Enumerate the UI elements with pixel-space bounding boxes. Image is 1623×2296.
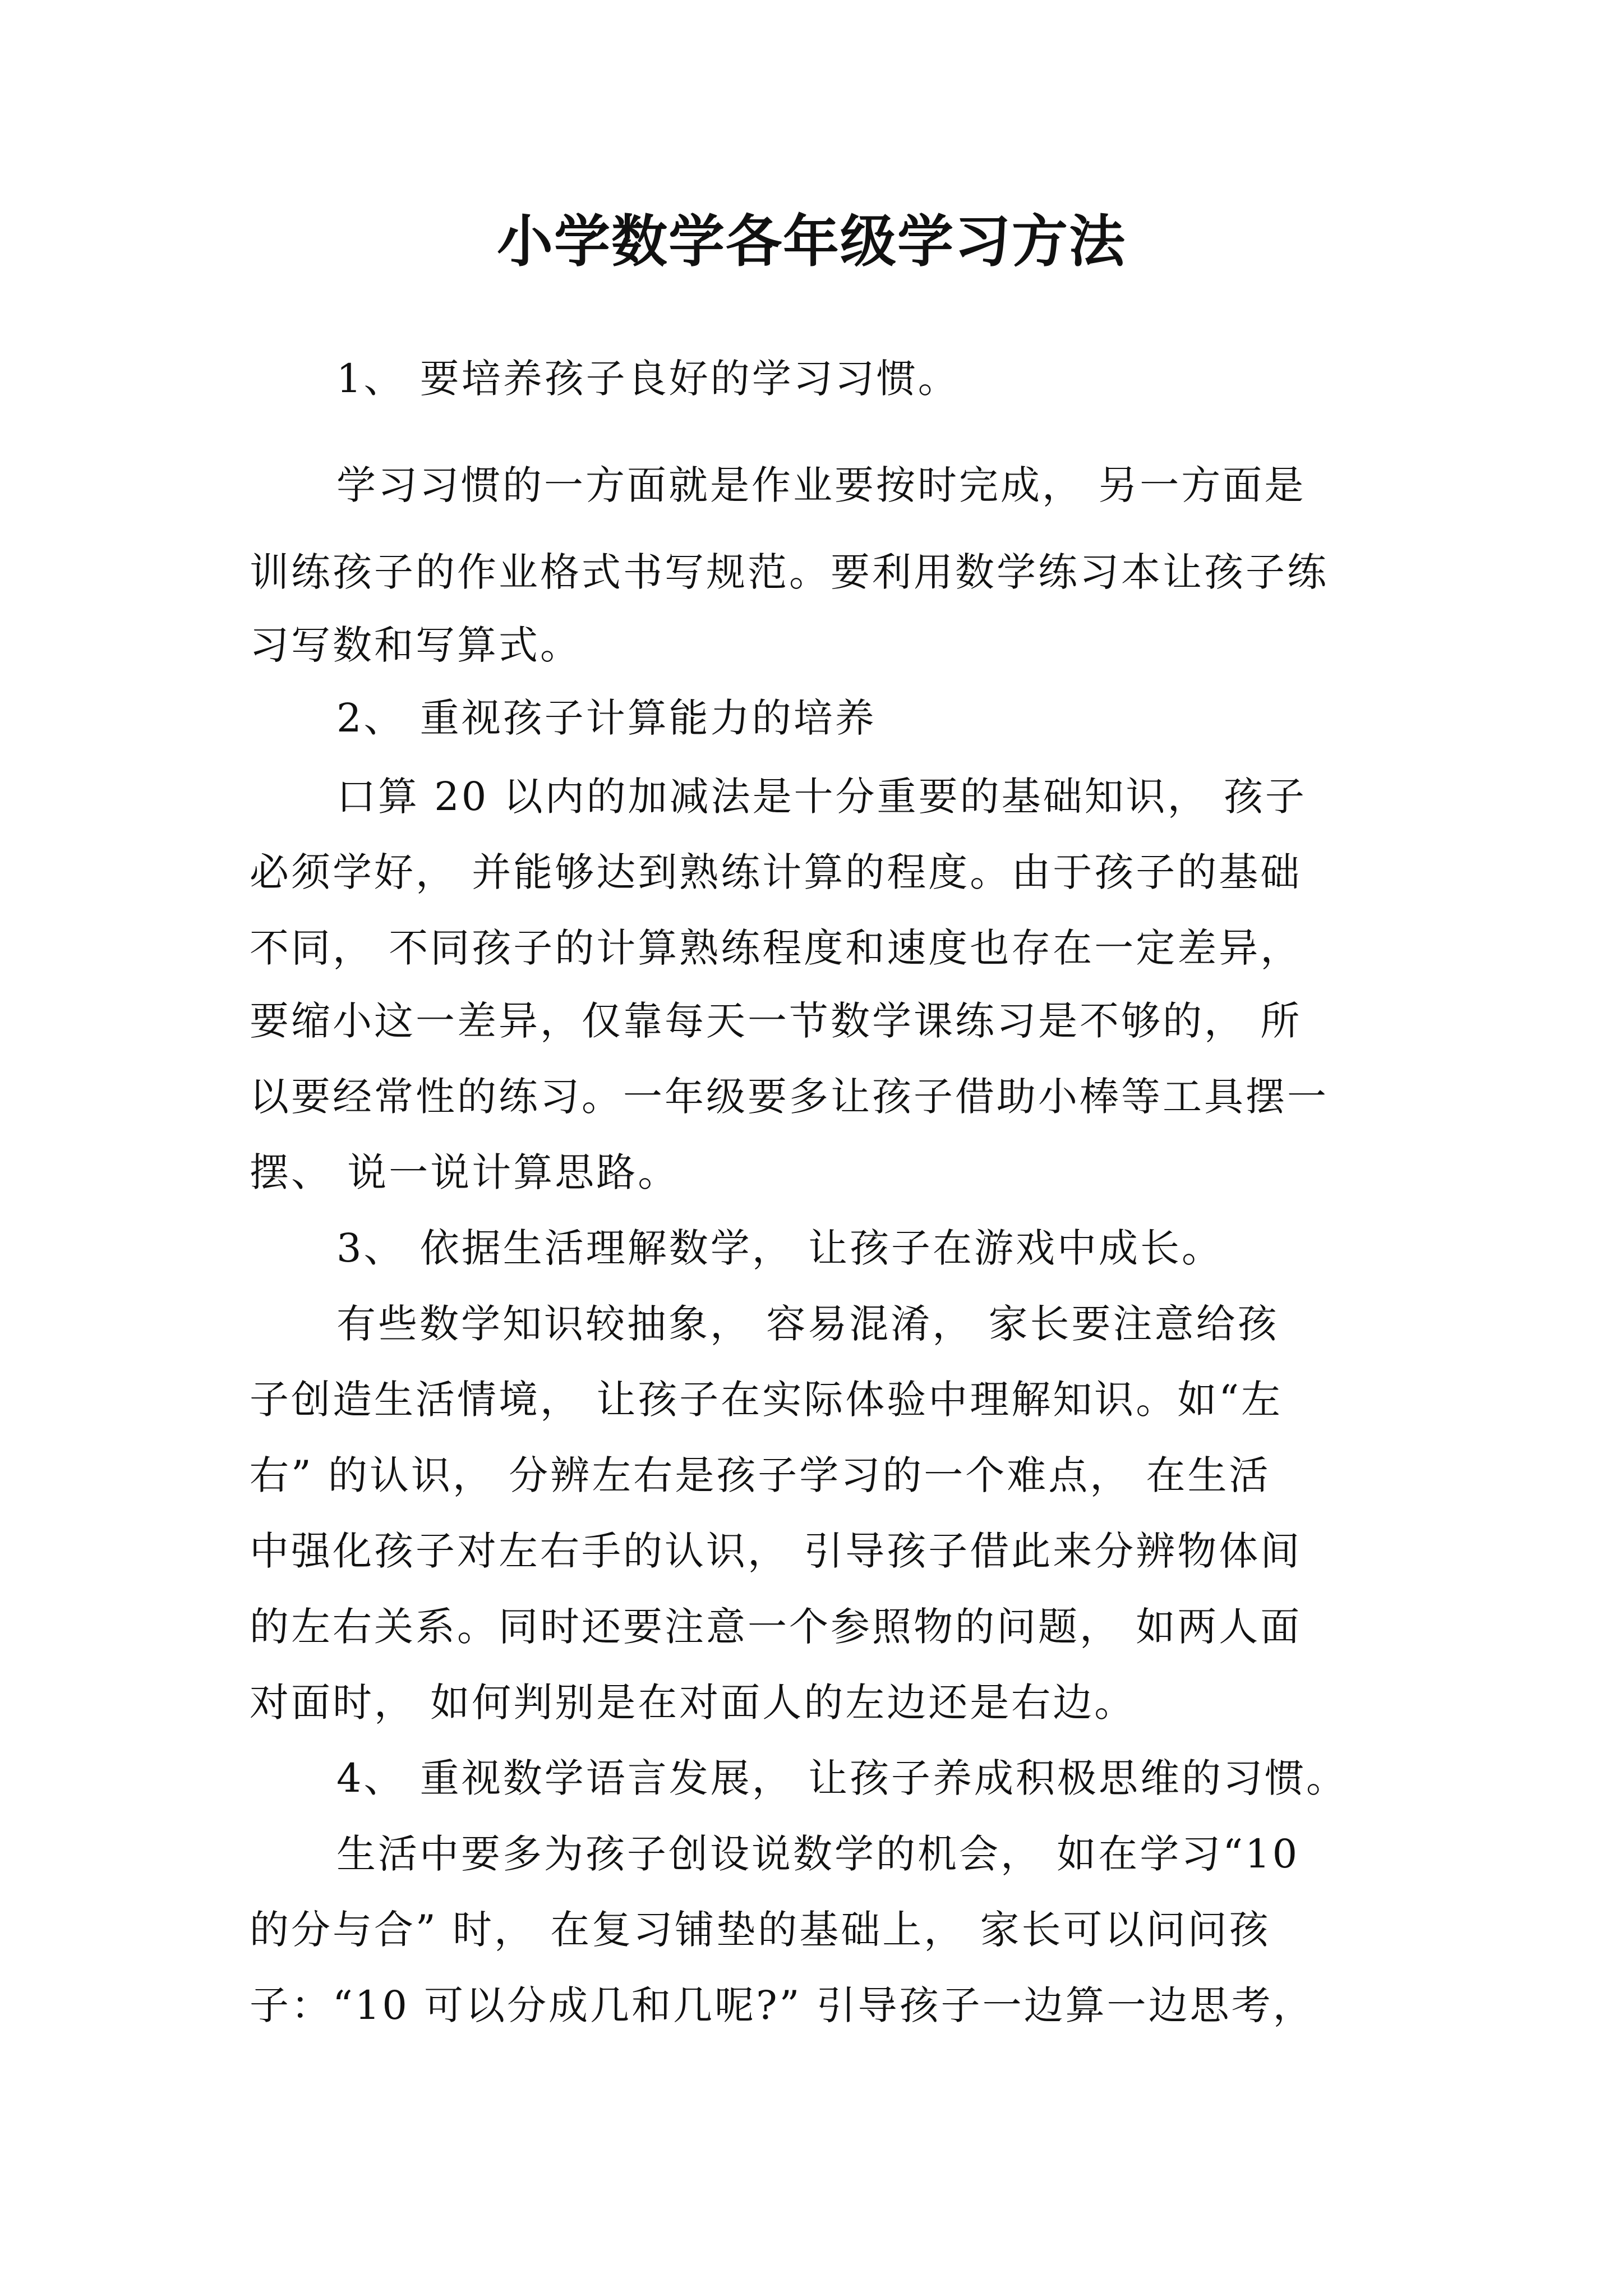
heading-4: 4、 重视数学语言发展， 让孩子养成积极思维的习惯。: [336, 1755, 1348, 1801]
paragraph-line: 的左右关系。同时还要注意一个参照物的问题， 如两人面: [250, 1604, 1302, 1650]
heading-3: 3、 依据生活理解数学， 让孩子在游戏中成长。: [336, 1225, 1224, 1271]
paragraph-line: 不同， 不同孩子的计算熟练程度和速度也存在一定差异，: [250, 925, 1302, 971]
paragraph-line: 中强化孩子对左右手的认识， 引导孩子借此来分辨物体间: [250, 1528, 1302, 1574]
paragraph-line: 习写数和写算式。: [250, 622, 582, 668]
paragraph-line: 子创造生活情境， 让孩子在实际体验中理解知识。如“左: [250, 1377, 1283, 1423]
paragraph-line: 以要经常性的练习。一年级要多让孩子借助小棒等工具摆一: [250, 1074, 1329, 1120]
paragraph-line: 右” 的认识， 分辨左右是孩子学习的一个难点， 在生活: [250, 1452, 1271, 1498]
paragraph-line: 要缩小这一差异，仅靠每天一节数学课练习是不够的， 所: [250, 998, 1302, 1044]
paragraph-line: 必须学好， 并能够达到熟练计算的程度。由于孩子的基础: [250, 849, 1302, 895]
document-title: 小学数学各年级学习方法: [497, 208, 1126, 274]
paragraph-line: 的分与合” 时， 在复习铺垫的基础上， 家长可以问问孩: [250, 1907, 1271, 1953]
paragraph-line: 有些数学知识较抽象， 容易混淆， 家长要注意给孩: [336, 1301, 1279, 1347]
paragraph-line: 生活中要多为孩子创设说数学的机会， 如在学习“10: [336, 1831, 1300, 1877]
heading-1: 1、 要培养孩子良好的学习习惯。: [336, 356, 960, 402]
paragraph-line: 学习习惯的一方面就是作业要按时完成， 另一方面是: [336, 462, 1306, 508]
paragraph-line: 口算 20 以内的加减法是十分重要的基础知识， 孩子: [336, 774, 1307, 820]
paragraph-line: 子：“10 可以分成几和几呢?” 引导孩子一边算一边思考，: [250, 1982, 1315, 2028]
paragraph-line: 摆、 说一说计算思路。: [250, 1149, 680, 1195]
paragraph-line: 对面时， 如何判别是在对面人的左边还是右边。: [250, 1680, 1136, 1726]
heading-2: 2、 重视孩子计算能力的培养: [336, 695, 877, 741]
paragraph-line: 训练孩子的作业格式书写规范。要利用数学练习本让孩子练: [250, 549, 1329, 595]
